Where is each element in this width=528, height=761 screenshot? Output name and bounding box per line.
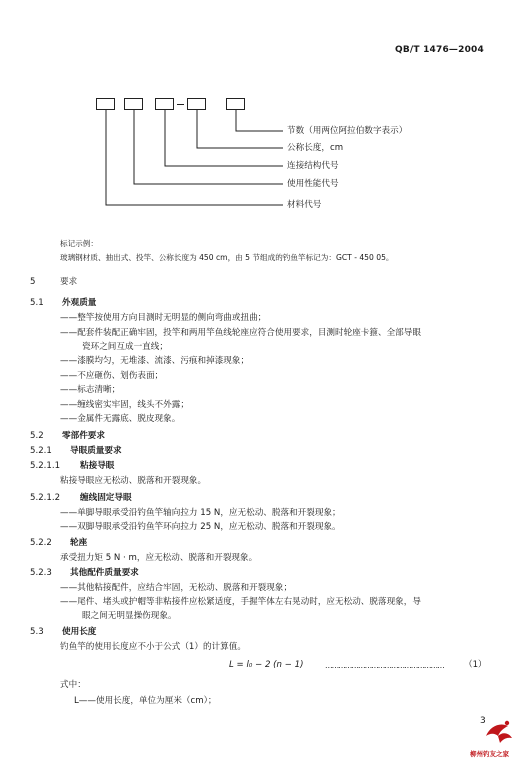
paragraph: 粘接导眼应无松动、脱落和开裂现象。 bbox=[60, 476, 207, 486]
formula: L = l₀ − 2 (n − 1) bbox=[229, 660, 304, 670]
standard-code: QB/T 1476—2004 bbox=[395, 45, 484, 55]
section-title-5-3: 使用长度 bbox=[62, 627, 97, 637]
section-num-5: 5 bbox=[30, 277, 36, 287]
list-item: ——双脚导眼承受沿钓鱼竿环向拉力 25 N，应无松动、脱落和开裂现象。 bbox=[60, 522, 341, 532]
section-num-5-2-2: 5.2.2 bbox=[30, 538, 52, 548]
diagram-label-connection: 连接结构代号 bbox=[287, 161, 339, 171]
section-title-5: 要求 bbox=[60, 277, 78, 287]
paragraph: 钓鱼竿的使用长度应不小于公式（1）的计算值。 bbox=[60, 642, 246, 652]
diagram-label-sections: 节数（用两位阿拉伯数字表示） bbox=[287, 126, 408, 136]
section-title-5-2-1-2: 缠线固定导眼 bbox=[80, 493, 132, 503]
formula-leader-dots: ……………………………………………… bbox=[325, 661, 444, 670]
code-diagram-lines bbox=[0, 0, 528, 230]
list-item: ——单脚导眼承受沿钓鱼竿轴向拉力 15 N，应无松动、脱落和开裂现象； bbox=[60, 508, 341, 518]
list-item: ——漆膜均匀，无堆漆、流漆、污痕和掉漆现象； bbox=[60, 356, 250, 366]
section-num-5-1: 5.1 bbox=[30, 298, 44, 308]
section-title-5-1: 外观质量 bbox=[62, 298, 97, 308]
formula-number: （1） bbox=[464, 660, 487, 670]
where-heading: 式中： bbox=[60, 680, 86, 690]
where-line: L——使用长度，单位为厘米（cm）； bbox=[74, 696, 217, 706]
section-title-5-2-1: 导眼质量要求 bbox=[70, 446, 122, 456]
list-item: ——金属件无露底、脱皮现象。 bbox=[60, 414, 181, 424]
section-num-5-2-3: 5.2.3 bbox=[30, 568, 52, 578]
diagram-label-material: 材料代号 bbox=[287, 200, 322, 210]
section-num-5-2-1-1: 5.2.1.1 bbox=[30, 461, 61, 471]
list-item: ——尾件、堵头或护帽等非粘接件应松紧适度，手握竿体左右晃动时，应无松动、脱落现象，导 bbox=[60, 597, 421, 607]
list-item: ——其他粘接配件，应结合牢固，无松动、脱落和开裂现象； bbox=[60, 583, 293, 593]
list-item: ——配套件装配正确牢固，投竿和两用竿鱼线轮座应符合使用要求，目测时轮座卡箍、全部导眼 bbox=[60, 328, 421, 338]
diagram-label-length: 公称长度，cm bbox=[287, 143, 344, 153]
diagram-label-performance: 使用性能代号 bbox=[287, 179, 339, 189]
paragraph: 承受扭力矩 5 N · m，应无松动、脱落和开裂现象。 bbox=[60, 553, 258, 563]
section-title-5-2-3: 其他配件质量要求 bbox=[70, 568, 139, 578]
list-item: ——不应砸伤、划伤表面； bbox=[60, 371, 164, 381]
section-num-5-2-1-2: 5.2.1.2 bbox=[30, 493, 61, 503]
section-title-5-2-1-1: 粘接导眼 bbox=[80, 461, 115, 471]
list-item: ——标志清晰； bbox=[60, 385, 121, 395]
watermark-logo bbox=[478, 712, 518, 752]
watermark-text: 柳州钓友之家 bbox=[470, 750, 509, 758]
section-num-5-2-1: 5.2.1 bbox=[30, 446, 52, 456]
section-title-5-2-2: 轮座 bbox=[70, 538, 88, 548]
section-num-5-3: 5.3 bbox=[30, 627, 44, 637]
list-item-continuation: 眼之间无明显操伤现象。 bbox=[82, 611, 177, 621]
page-number: 3 bbox=[480, 716, 486, 726]
example-text: 玻璃钢材质、抽出式、投竿、公称长度为 450 cm，由 5 节组成的钓鱼竿标记为：GCT - 450 05。 bbox=[60, 253, 394, 262]
section-title-5-2: 零部件要求 bbox=[62, 431, 105, 441]
section-num-5-2: 5.2 bbox=[30, 431, 44, 441]
list-item-continuation: 瓷环之间互成一直线； bbox=[82, 342, 168, 352]
list-item: ——缠线密实牢固，线头不外露； bbox=[60, 400, 189, 410]
list-item: ——整竿按使用方向目测时无明显的侧向弯曲或扭曲； bbox=[60, 313, 267, 323]
example-heading: 标记示例： bbox=[60, 239, 98, 248]
